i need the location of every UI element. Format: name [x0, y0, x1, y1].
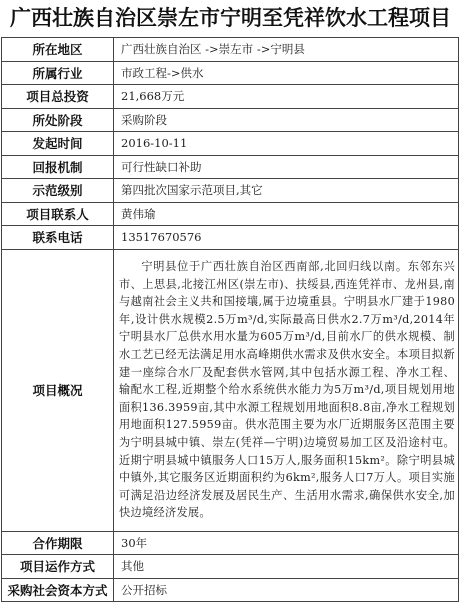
row-value: 市政工程->供水: [114, 61, 459, 85]
row-value: 可行性缺口补助: [114, 155, 459, 179]
row-label: 示范级别: [2, 179, 114, 203]
row-value: 广西壮族自治区 ->崇左市 ->宁明县: [114, 38, 459, 62]
table-row: [2, 202, 459, 226]
table-row: [2, 555, 459, 579]
row-value: 黄伟瑜: [114, 202, 459, 226]
row-label: 发起时间: [2, 132, 114, 156]
project-info-table: [1, 37, 459, 602]
table-row: [2, 531, 459, 555]
row-label: 合作期限: [2, 531, 114, 555]
row-value: 13517670576: [114, 226, 459, 250]
overview-text: 宁明县位于广西壮族自治区西南部,北回归线以南。东邻东兴市、上思县,北接江州区(崇左市)、扶绥县,西连凭祥市、龙州县,南与越南社会主义共和国接壤,属于边境重县。宁明县水厂建于1980年,设计供水规模2.5万m³/d,实际最高日供水2.7万m³/d,2014年宁明县水厂总供水用水量为605万m³/d,目前水厂的供水规模、制水工艺已经无法满足用水高峰期供水需求及供水安全。本项目拟新建一座综合水厂及配套供水管网,其中包括水源工程、净水工程、输配水工程,近期整个给水系统供水能力为5万m³/d,项目规划用地面积136.3959亩,其中水源工程规划用地面积8.8亩,净水工程规划用地面积127.5959亩。供水范围主要为水厂近期服务区范围主要为宁明县城中镇、崇左(凭祥—宁明)边境贸易加工区及沿途村屯。近期宁明县城中镇服务人口15万人,服务面积15km²。除宁明县城中镇外,其它服务区近期面积约为6km²,服务人口7万人。项目实施可满足沿边经济发展及居民生产、生活用水需求,确保供水安全,加快边境经济发展。: [114, 249, 459, 531]
row-label: 联系电话: [2, 226, 114, 250]
row-value: 2016-10-11: [114, 132, 459, 156]
row-label: 采购社会资本方式: [2, 578, 114, 602]
row-value: 采购阶段: [114, 108, 459, 132]
row-label: 所属行业: [2, 61, 114, 85]
row-label: 项目总投资: [2, 85, 114, 109]
table-row: [2, 108, 459, 132]
table-row: [2, 85, 459, 109]
row-label: 项目联系人: [2, 202, 114, 226]
row-label: 项目运作方式: [2, 555, 114, 579]
row-label: 项目概况: [2, 249, 114, 531]
row-value: 公开招标: [114, 578, 459, 602]
row-value: 其他: [114, 555, 459, 579]
table-row-overview: [2, 249, 459, 531]
row-label: 回报机制: [2, 155, 114, 179]
row-value: 21,668万元: [114, 85, 459, 109]
table-row: [2, 155, 459, 179]
row-label: 所在地区: [2, 38, 114, 62]
table-row: [2, 578, 459, 602]
row-value: 30年: [114, 531, 459, 555]
page-title: 广西壮族自治区崇左市宁明至凭祥饮水工程项目: [10, 6, 451, 30]
row-label: 所处阶段: [2, 108, 114, 132]
table-row: [2, 61, 459, 85]
table-row: [2, 38, 459, 62]
table-row: [2, 226, 459, 250]
table-row: [2, 132, 459, 156]
row-value: 第四批次国家示范项目,其它: [114, 179, 459, 203]
table-row: [2, 179, 459, 203]
